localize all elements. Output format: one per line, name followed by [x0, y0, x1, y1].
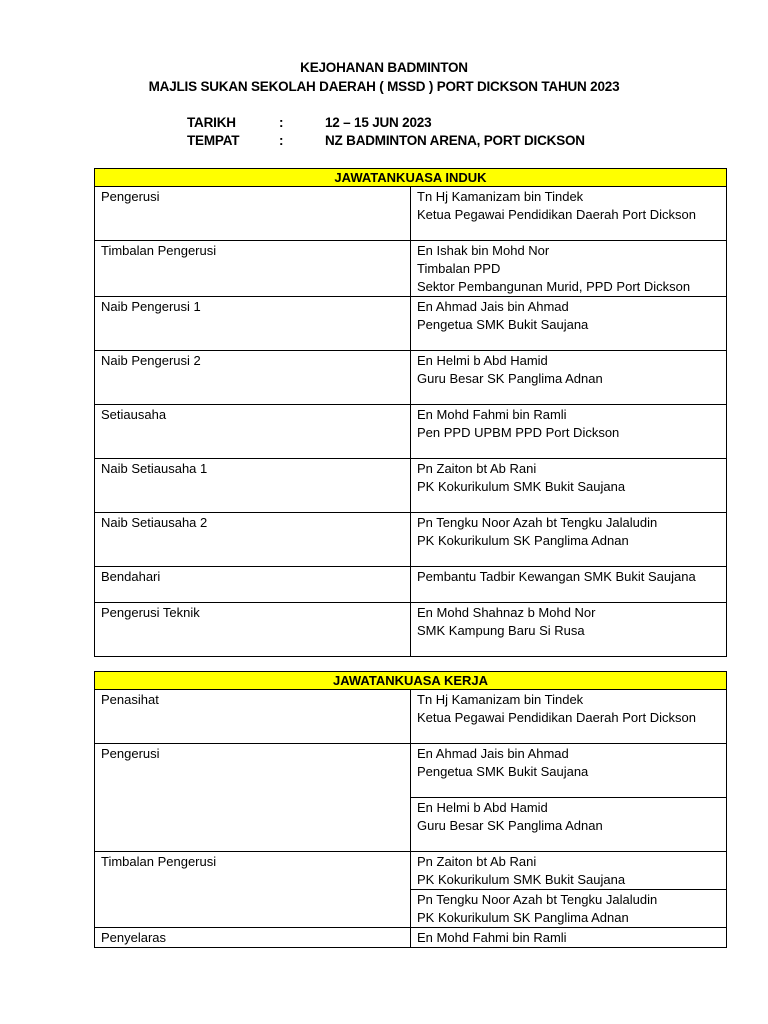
date-colon: :	[279, 115, 284, 130]
person-cell	[411, 351, 727, 405]
role-cell: Naib Setiausaha 2	[95, 513, 411, 567]
table-row	[95, 187, 727, 241]
table-row	[95, 744, 727, 798]
person-cell	[411, 852, 727, 890]
date-label: TARIKH	[187, 115, 236, 130]
table-title: JAWATANKUASA INDUK	[95, 169, 727, 187]
table-row	[95, 567, 727, 603]
role-cell: Naib Pengerusi 2	[95, 351, 411, 405]
role-cell: Bendahari	[95, 567, 411, 603]
person-line: En Mohd Fahmi bin Ramli	[417, 407, 567, 422]
person-line: En Helmi b Abd Hamid	[417, 353, 548, 368]
person-line: Sektor Pembangunan Murid, PPD Port Dickson	[417, 279, 691, 294]
role-cell: Pengerusi	[95, 187, 411, 241]
person-cell	[411, 798, 727, 852]
venue-label: TEMPAT	[187, 133, 240, 148]
person-line: PK Kokurikulum SK Panglima Adnan	[417, 533, 629, 548]
role-cell: Pengerusi	[95, 744, 411, 852]
date-value: 12 – 15 JUN 2023	[325, 115, 432, 130]
person-line: Pen PPD UPBM PPD Port Dickson	[417, 425, 620, 440]
person-line: PK Kokurikulum SMK Bukit Saujana	[417, 872, 626, 887]
role-cell: Timbalan Pengerusi	[95, 241, 411, 297]
table-row	[95, 852, 727, 890]
person-cell	[411, 928, 727, 948]
venue-value: NZ BADMINTON ARENA, PORT DICKSON	[325, 133, 585, 148]
person-line: PK Kokurikulum SMK Bukit Saujana	[417, 479, 626, 494]
person-line: En Helmi b Abd Hamid	[417, 800, 548, 815]
person-line: Pembantu Tadbir Kewangan SMK Bukit Saujana	[417, 569, 696, 584]
person-cell	[411, 744, 727, 798]
table-title: JAWATANKUASA KERJA	[95, 672, 727, 690]
role-cell: Timbalan Pengerusi	[95, 852, 411, 928]
person-line: Pn Zaiton bt Ab Rani	[417, 854, 537, 869]
person-line: Tn Hj Kamanizam bin Tindek	[417, 189, 584, 204]
table-row	[95, 690, 727, 744]
role-cell: Naib Pengerusi 1	[95, 297, 411, 351]
person-cell	[411, 690, 727, 744]
person-cell	[411, 241, 727, 297]
person-cell	[411, 405, 727, 459]
person-line: Pn Zaiton bt Ab Rani	[417, 461, 537, 476]
table-row	[95, 513, 727, 567]
person-cell	[411, 187, 727, 241]
jawatankuasa-kerja-table	[94, 671, 727, 948]
person-line: Ketua Pegawai Pendidikan Daerah Port Dickson	[417, 710, 696, 725]
person-line: Ketua Pegawai Pendidikan Daerah Port Dickson	[417, 207, 696, 222]
table-row	[95, 603, 727, 657]
person-line: PK Kokurikulum SK Panglima Adnan	[417, 910, 629, 925]
role-cell: Naib Setiausaha 1	[95, 459, 411, 513]
person-line: Pengetua SMK Bukit Saujana	[417, 317, 589, 332]
table-row	[95, 241, 727, 297]
jawatankuasa-induk-table	[94, 168, 727, 657]
person-cell	[411, 567, 727, 603]
table-header-row	[95, 169, 727, 187]
person-line: En Ahmad Jais bin Ahmad	[417, 746, 569, 761]
table-row	[95, 351, 727, 405]
person-cell	[411, 297, 727, 351]
role-cell: Setiausaha	[95, 405, 411, 459]
person-line: Guru Besar SK Panglima Adnan	[417, 818, 603, 833]
person-line: En Ishak bin Mohd Nor	[417, 243, 550, 258]
person-line: Pengetua SMK Bukit Saujana	[417, 764, 589, 779]
person-cell	[411, 513, 727, 567]
table-header-row	[95, 672, 727, 690]
event-subtitle: MAJLIS SUKAN SEKOLAH DAERAH ( MSSD ) PORT DICKSON TAHUN 2023	[148, 79, 620, 94]
table-row	[95, 459, 727, 513]
venue-colon: :	[279, 133, 284, 148]
person-cell	[411, 890, 727, 928]
person-line: Guru Besar SK Panglima Adnan	[417, 371, 603, 386]
role-cell: Penasihat	[95, 690, 411, 744]
event-title: KEJOHANAN BADMINTON	[300, 60, 468, 75]
person-line: SMK Kampung Baru Si Rusa	[417, 623, 585, 638]
person-line: Pn Tengku Noor Azah bt Tengku Jalaludin	[417, 515, 658, 530]
person-line: En Mohd Fahmi bin Ramli	[417, 930, 567, 945]
person-cell	[411, 459, 727, 513]
table-row	[95, 405, 727, 459]
person-cell	[411, 603, 727, 657]
role-cell: Penyelaras	[95, 928, 411, 948]
table-row	[95, 297, 727, 351]
person-line: Pn Tengku Noor Azah bt Tengku Jalaludin	[417, 892, 658, 907]
person-line: Tn Hj Kamanizam bin Tindek	[417, 692, 584, 707]
table-row	[95, 928, 727, 948]
person-line: En Mohd Shahnaz b Mohd Nor	[417, 605, 596, 620]
person-line: Timbalan PPD	[417, 261, 501, 276]
role-cell: Pengerusi Teknik	[95, 603, 411, 657]
person-line: En Ahmad Jais bin Ahmad	[417, 299, 569, 314]
